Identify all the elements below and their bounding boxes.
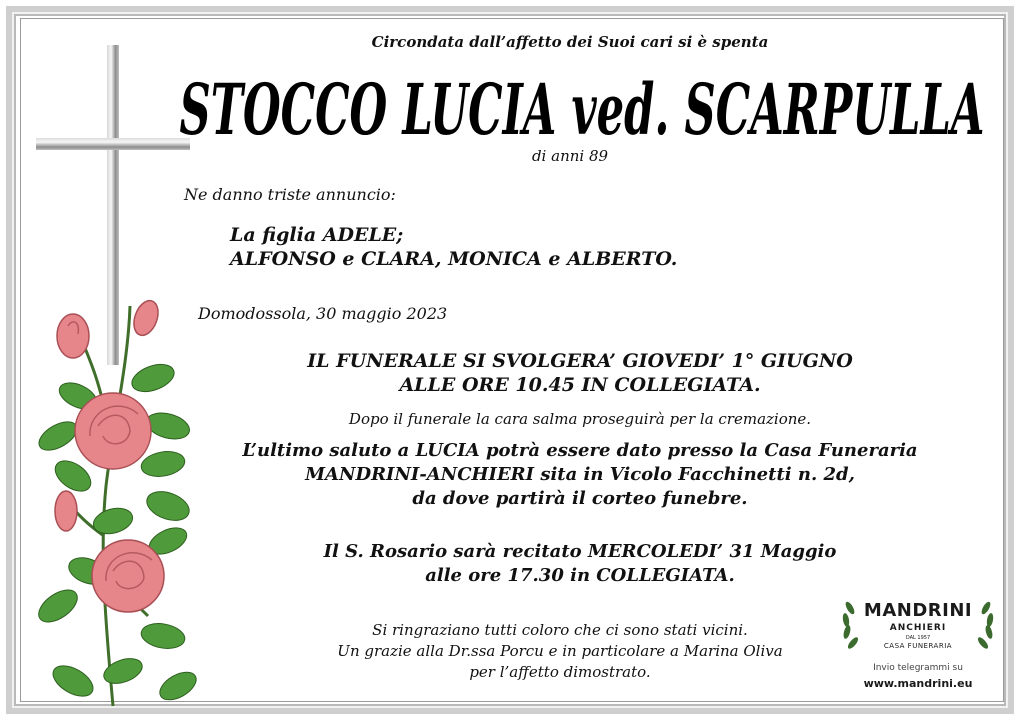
logo-url[interactable]: www.mandrini.eu	[863, 677, 973, 690]
roses-icon	[18, 286, 218, 716]
funeral-line-1: IL FUNERALE SI SVOLGERA’ GIOVEDI’ 1° GIUGNO	[307, 350, 853, 372]
thanks-line-2: Un grazie alla Dr.ssa Porcu e in particolare a Marina Oliva	[337, 642, 783, 660]
logo-sub: ANCHIERI	[889, 623, 947, 633]
logo-since: DAL 1957	[905, 635, 931, 641]
place-date: Domodossola, 30 maggio 2023	[198, 304, 448, 323]
cremation-note: Dopo il funerale la cara salma proseguirà per la cremazione.	[348, 410, 812, 428]
deceased-name	[172, 52, 992, 148]
family-line-2: ALFONSO e CLARA, MONICA e ALBERTO.	[230, 248, 678, 270]
mandrini-logo	[836, 590, 1000, 694]
farewell-line-3: da dove partirà il corteo funebre.	[412, 488, 748, 509]
family-line-1: La figlia ADELE;	[230, 224, 404, 246]
funeral-line-2: ALLE ORE 10.45 IN COLLEGIATA.	[399, 374, 761, 396]
logo-kind: CASA FUNERARIA	[883, 642, 953, 650]
logo-brand: MANDRINI	[863, 600, 973, 621]
age-text: di anni 89	[531, 147, 609, 165]
thanks-line-3: per l’affetto dimostrato.	[469, 663, 651, 681]
intro-text: Circondata dall’affetto dei Suoi cari si è spenta	[371, 33, 769, 51]
logo-invio: Invio telegrammi su	[873, 663, 963, 673]
farewell-line-1: L’ultimo saluto a LUCIA potrà essere dato presso la Casa Funeraria	[242, 440, 918, 461]
rosary-line-1: Il S. Rosario sarà recitato MERCOLEDI’ 31 Maggio	[323, 541, 837, 562]
thanks-line-1: Si ringraziano tutti coloro che ci sono stati vicini.	[372, 621, 748, 639]
farewell-line-2: MANDRINI-ANCHIERI sita in Vicolo Facchinetti n. 2d,	[305, 464, 855, 485]
rosary-line-2: alle ore 17.30 in COLLEGIATA.	[425, 565, 735, 586]
cross-arm	[36, 138, 190, 150]
announcement-lead: Ne danno triste annuncio:	[184, 185, 396, 204]
deceased-name-text: STOCCO LUCIA ved. SCARPULLA	[179, 68, 985, 148]
